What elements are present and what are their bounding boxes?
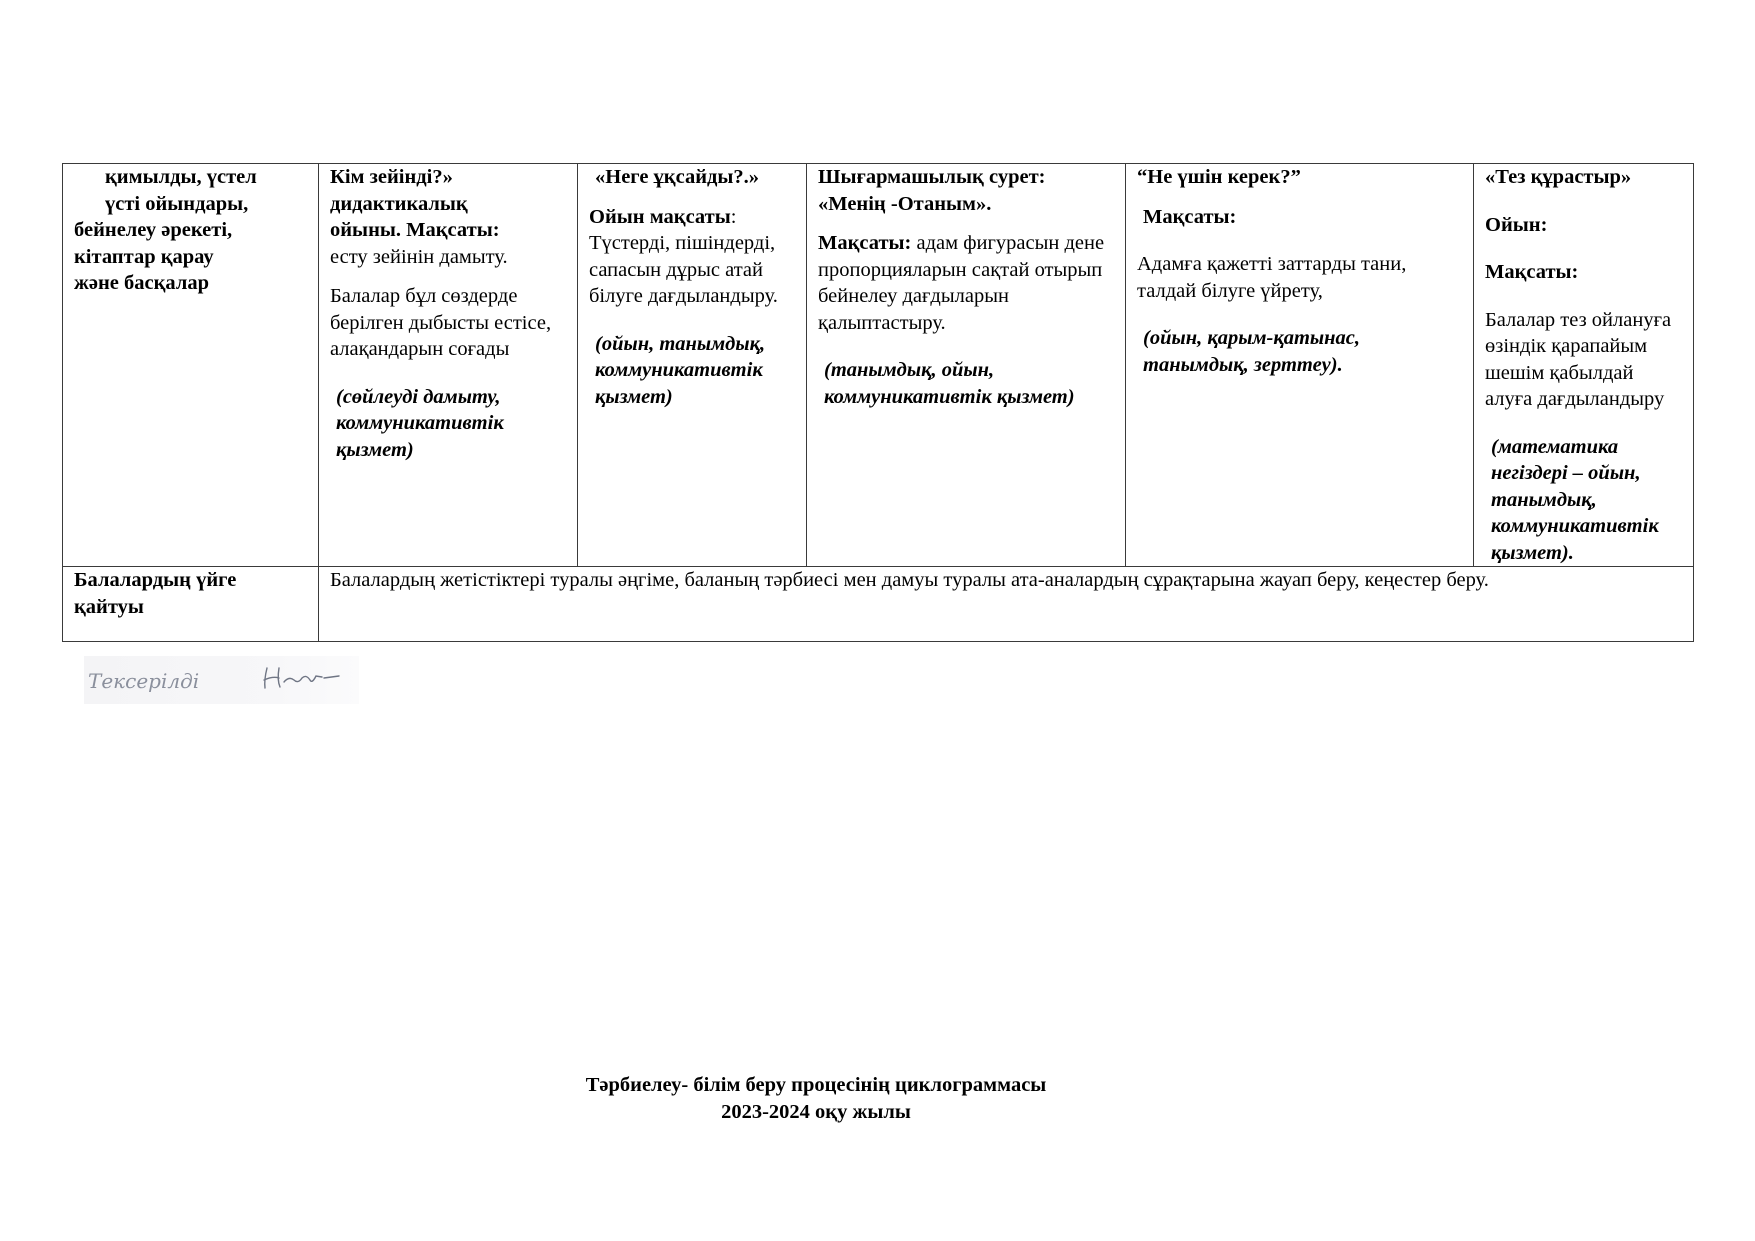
home-text: Балалардың жетістіктері туралы әңгіме, баланың тәрбиесі мен дамуы туралы ата-аналардың сұрақтарына жауап беру, кеңестер беру. [330,569,1489,591]
goal-text: адам фигурасын дене пропорцияларын сақтай отырып бейнелеу дағдыларын қалыптастыру. [818,232,1105,334]
activity-type-cell [63,164,319,567]
signature-text: Тексерілді [88,669,200,693]
goal-label: Ойын мақсаты [589,205,731,228]
thursday-activity-cell [1126,164,1474,567]
monday-activity-cell [319,164,578,567]
game-title: Кім зейінді?» [330,166,453,188]
activity-theme: «Менің -Отаным». [818,192,992,215]
goal-text: Түстерді, пішіндерді, сапасын дұрыс атай білуге дағдыландыру. [589,232,778,307]
learning-areas: (ойын, танымдық, коммуникативтік қызмет) [595,332,766,408]
learning-areas: (танымдық, ойын, коммуникативтік қызмет) [824,359,1075,408]
activity-type-line: қимылды, үстел [105,166,257,188]
goal-label: Мақсаты: [1485,261,1579,283]
table-row [63,567,1694,642]
academic-year [0,1099,1632,1125]
friday-activity-cell [1474,164,1694,567]
goal-label: Мақсаты: [818,232,912,254]
wednesday-activity-cell [807,164,1126,567]
game-description: Балалар бұл сөздерде берілген дыбысты естісе, алақандарын соғады [330,285,552,360]
learning-areas: (математика негіздері – ойын, танымдық, коммуникативтік қызмет). [1491,435,1659,564]
activity-type-line: және басқалар [74,272,209,294]
learning-areas: (ойын, қарым-қатынас, танымдық, зерттеу). [1143,327,1360,376]
game-title: «Неге ұқсайды?.» [595,166,760,188]
activity-title: Шығармашылық сурет: [818,166,1046,188]
signature-stamp [84,656,359,704]
game-label: Ойын: [1485,213,1548,236]
game-title: «Тез құрастыр» [1485,166,1632,188]
tuesday-activity-cell [578,164,807,567]
home-text-cell [319,567,1694,642]
goal-label: Мақсаты: [406,219,500,241]
game-title: “Не үшін керек?” [1137,166,1301,188]
goal-label: Мақсаты: [1143,205,1237,228]
document-title-text: Тәрбиелеу- білім беру процесінің циклограммасы [585,1074,1047,1096]
goal-text: есту зейінін дамыту. [330,245,508,268]
academic-year-text: 2023-2024 оқу жылы [721,1101,911,1123]
activity-type-line: кітаптар қарау [74,245,214,268]
goal-colon: : [730,205,737,228]
table-row [63,164,1694,567]
activity-type-line: үсті ойындары, [105,192,249,215]
home-label-cell [63,567,319,642]
home-label: Балалардың үйге қайтуы [74,569,237,618]
schedule-table [62,163,1694,642]
goal-text: Адамға қажетті заттарды тани, талдай білуге үйрету, [1137,253,1407,302]
handwritten-signature [84,656,359,704]
game-type-suffix: ойыны. [330,219,402,241]
goal-text: Балалар тез ойлануға өзіндік қарапайым шешім қабылдай алуға дағдыландыру [1485,308,1672,410]
activity-type-line: бейнелеу әрекеті, [74,219,233,241]
learning-areas: (сөйлеуді дамыту, коммуникативтік қызмет) [336,385,504,461]
document-title [0,1072,1632,1098]
game-type: дидактикалық [330,192,468,215]
